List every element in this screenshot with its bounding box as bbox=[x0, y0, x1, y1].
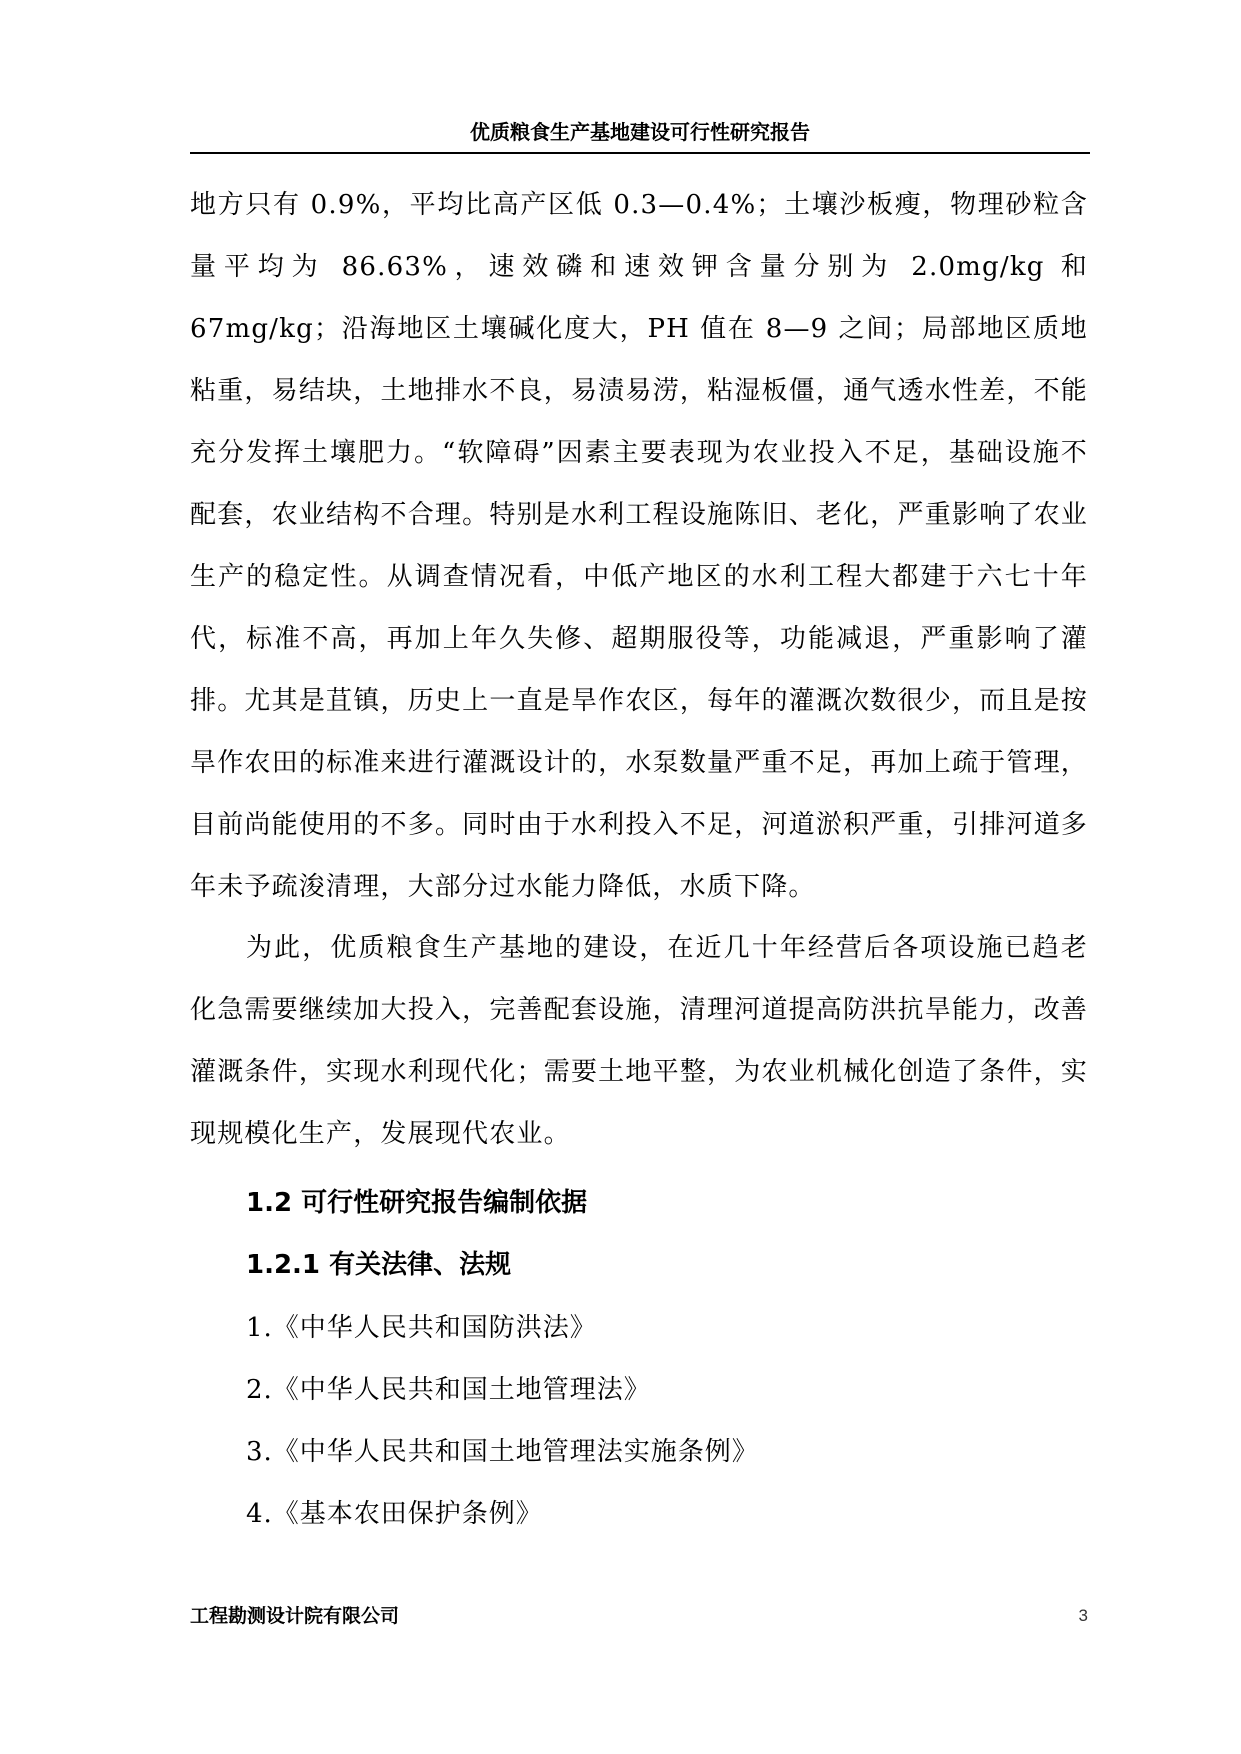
page-header bbox=[190, 116, 1090, 154]
laws-list bbox=[246, 1297, 759, 1545]
paragraph-soil-conditions: 地方只有 0.9%，平均比高产区低 0.3—0.4%；土壤沙板瘦，物理砂粒含量平均为 86.63%，速效磷和速效钾含量分别为 2.0mg/kg 和 67mg/kg；沿海地区土壤碱化度大，PH 值在 8—9 之间；局部地区质地粘重，易结块，土地排水不良，易渍易涝，粘湿板僵，通气透水性差，不能充分发挥土壤肥力。“软障碍”因素主要表现为农业投入不足，基础设施不配套，农业结构不合理。特别是水利工程设施陈旧、老化，严重影响了农业生产的稳定性。从调查情况看，中低产地区的水利工程大都建于六七十年代，标准不高，再加上年久失修、超期服役等，功能减退，严重影响了灌排。尤其是苴镇，历史上一直是旱作农区，每年的灌溉次数很少，而且是按旱作农田的标准来进行灌溉设计的，水泵数量严重不足，再加上疏于管理，目前尚能使用的不多。同时由于水利投入不足，河道淤积严重，引排河道多年未予疏浚清理，大部分过水能力降低，水质下降。 bbox=[190, 190, 1088, 902]
list-item: 2.《中华人民共和国土地管理法》 bbox=[246, 1375, 651, 1405]
document-title: 优质粮食生产基地建设可行性研究报告 bbox=[470, 120, 810, 144]
paragraph-construction-need: 为此，优质粮食生产基地的建设，在近几十年经营后各项设施已趋老化急需要继续加大投入，完善配套设施，清理河道提高防洪抗旱能力，改善灌溉条件，实现水利现代化；需要土地平整，为农业机械化创造了条件，实现规模化生产，发展现代农业。 bbox=[190, 933, 1088, 1149]
subsection-heading: 1.2.1 有关法律、法规 bbox=[246, 1250, 512, 1280]
list-item: 3.《中华人民共和国土地管理法实施条例》 bbox=[246, 1437, 759, 1467]
list-item: 4.《基本农田保护条例》 bbox=[246, 1499, 543, 1529]
footer-company-name: 工程勘测设计院有限公司 bbox=[190, 1605, 400, 1627]
section-heading: 1.2 可行性研究报告编制依据 bbox=[246, 1188, 588, 1218]
page-number: 3 bbox=[1078, 1606, 1088, 1625]
list-item: 1.《中华人民共和国防洪法》 bbox=[246, 1313, 597, 1343]
